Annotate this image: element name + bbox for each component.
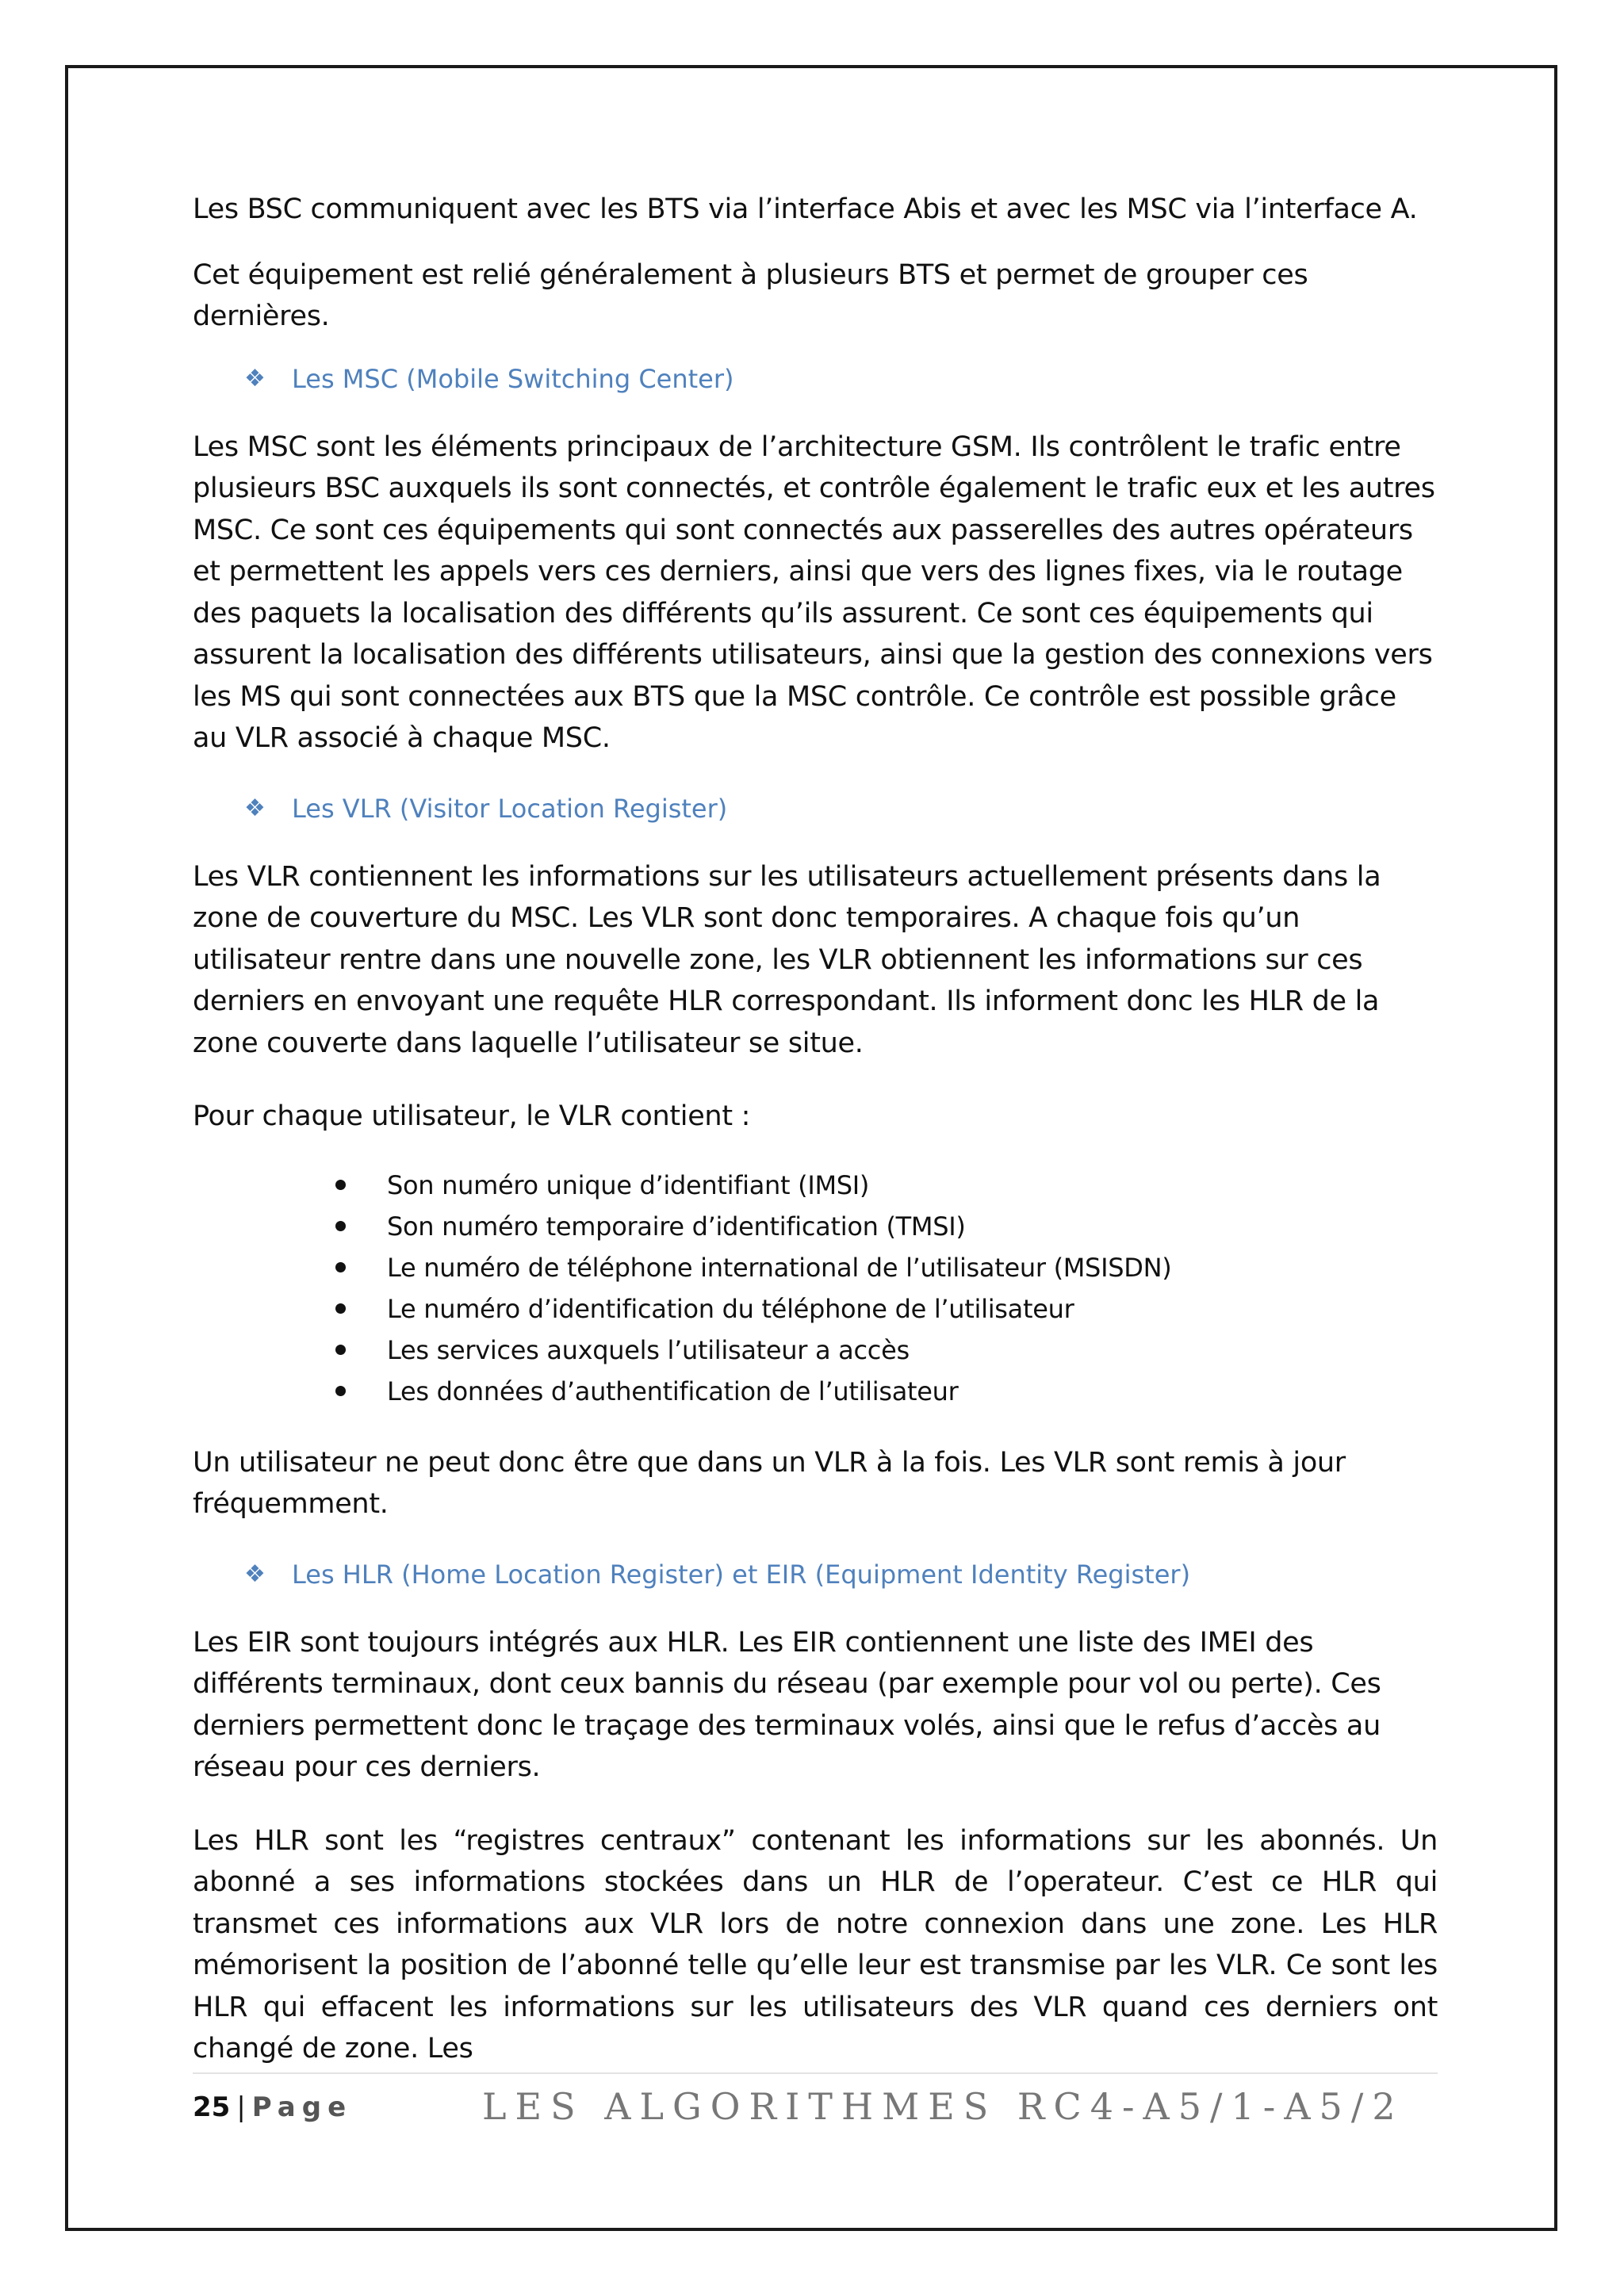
heading-vlr-label: Les VLR (Visitor Location Register) xyxy=(292,793,728,824)
page-number-label xyxy=(193,2091,352,2123)
diamond-bullet-icon: ❖ xyxy=(244,364,266,392)
bullet-dot-icon xyxy=(335,1262,346,1272)
document-title: LES ALGORITHMES RC4-A5/1-A5/2 xyxy=(482,2085,1404,2128)
bullet-dot-icon xyxy=(335,1303,346,1314)
heading-hlr-eir xyxy=(244,1557,1438,1592)
bullet-dot-icon xyxy=(335,1345,346,1355)
list-item: Le numéro d’identification du téléphone de l’utilisateur xyxy=(335,1288,1438,1330)
paragraph-vlr-intro: Pour chaque utilisateur, le VLR contient : xyxy=(193,1100,751,1132)
document-body xyxy=(193,189,1438,2102)
page-footer xyxy=(193,2072,1438,2133)
heading-msc-label: Les MSC (Mobile Switching Center) xyxy=(292,363,734,394)
vlr-contents-list xyxy=(193,1165,1438,1412)
list-item: Le numéro de téléphone international de l’utilisateur (MSISDN) xyxy=(335,1247,1438,1288)
heading-hlr-eir-label: Les HLR (Home Location Register) et EIR (Equipment Identity Register) xyxy=(292,1559,1191,1590)
paragraph-vlr-outro: Un utilisateur ne peut donc être que dans un VLR à la fois. Les VLR sont remis à jour fréquemment. xyxy=(193,1446,1346,1520)
paragraph-msc: Les MSC sont les éléments principaux de l’architecture GSM. Ils contrôlent le trafic entre plusieurs BSC auxquels ils sont connectés, et contrôle également le trafic eux et les autres MSC. Ce sont ces équipements qui sont connectés aux passerelles des autres opérateurs et permettent les appels vers ces derniers, ainsi que vers des lignes fixes, via le routage des paquets la localisation des différents qu’ils assurent. Ce sont ces équipements qui assurent la localisation des différents utilisateurs, ainsi que la gestion des connexions vers les MS qui sont connectées aux BTS que la MSC contrôle. Ce contrôle est possible grâce au VLR associé à chaque MSC. xyxy=(193,430,1435,754)
heading-vlr xyxy=(244,791,1438,826)
bullet-dot-icon xyxy=(335,1180,346,1190)
bullet-dot-icon xyxy=(335,1221,346,1231)
paragraph-bsc-grouping: Cet équipement est relié généralement à plusieurs BTS et permet de grouper ces dernières. xyxy=(193,258,1308,332)
heading-msc xyxy=(244,362,1438,396)
list-item: Son numéro temporaire d’identification (TMSI) xyxy=(335,1206,1438,1247)
page-number: 25 xyxy=(193,2091,231,2123)
diamond-bullet-icon: ❖ xyxy=(244,794,266,822)
footer-separator: | xyxy=(236,2091,246,2123)
diamond-bullet-icon: ❖ xyxy=(244,1559,266,1588)
list-item: Les services auxquels l’utilisateur a accès xyxy=(335,1330,1438,1371)
bullet-dot-icon xyxy=(335,1386,346,1396)
paragraph-eir: Les EIR sont toujours intégrés aux HLR. Les EIR contiennent une liste des IMEI des différents terminaux, dont ceux bannis du réseau (par exemple pour vol ou perte). Ces derniers permettent donc le traçage des terminaux volés, ainsi que le refus d’accès au réseau pour ces derniers. xyxy=(193,1626,1381,1783)
list-item: Son numéro unique d’identifiant (IMSI) xyxy=(335,1165,1438,1206)
page-word: Page xyxy=(251,2091,353,2123)
paragraph-bsc-interfaces: Les BSC communiquent avec les BTS via l’interface Abis et avec les MSC via l’interface A. xyxy=(193,193,1418,225)
paragraph-hlr: Les HLR sont les “registres centraux” contenant les informations sur les abonnés. Un abonné a ses informations stockées dans un HLR de l’operateur. C’est ce HLR qui transmet ces informations aux VLR lors de notre connexion dans une zone. Les HLR mémorisent la position de l’abonné telle qu’elle leur est transmise par les VLR. Ce sont les HLR qui effacent les informations sur les utilisateurs des VLR quand ces derniers ont changé de zone. Les xyxy=(193,1824,1438,2064)
list-item: Les données d’authentification de l’utilisateur xyxy=(335,1371,1438,1412)
paragraph-vlr: Les VLR contiennent les informations sur les utilisateurs actuellement présents dans la zone de couverture du MSC. Les VLR sont donc temporaires. A chaque fois qu’un utilisateur rentre dans une nouvelle zone, les VLR obtiennent les informations sur ces derniers en envoyant une requête HLR correspondant. Ils informent donc les HLR de la zone couverte dans laquelle l’utilisateur se situe. xyxy=(193,860,1381,1059)
